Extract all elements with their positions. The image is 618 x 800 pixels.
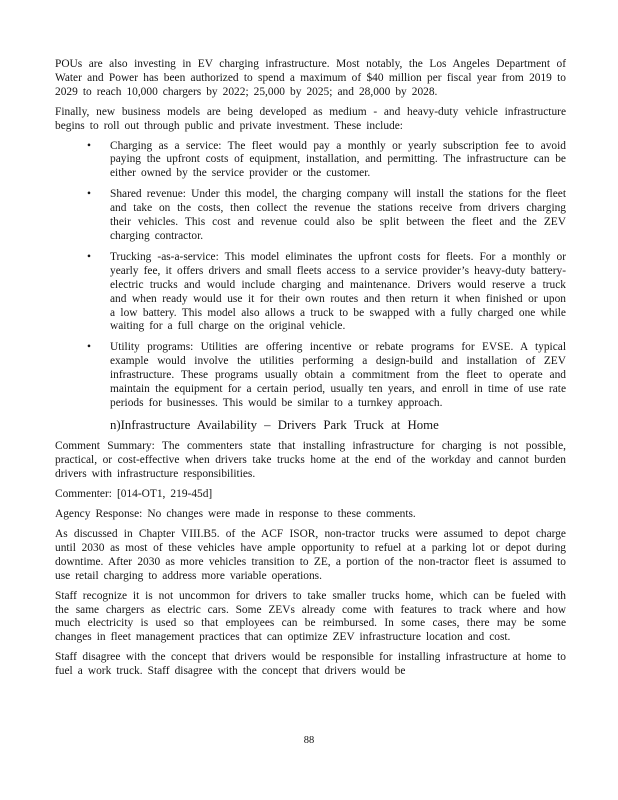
bullet-list [55, 140, 566, 411]
paragraph-pou-investment: POUs are also investing in EV charging infrastructure. Most notably, the Los Angeles Department of Water and Power has been authorized to spend a maximum of $40 million per fiscal year from 2019 to 2029 to reach 10,000 chargers by 2022; 25,000 by 2025; and 28,000 by 2028. [55, 58, 566, 98]
page-number: 88 [303, 735, 315, 746]
section-heading: n)Infrastructure Availability – Drivers Park Truck at Home [110, 417, 439, 432]
list-item-charging-as-a-service: • Charging as a service: The fleet would pay a monthly or yearly subscription fee to avoid paying the upfront costs of equipment, installation, and permitting. The infrastructure can be either owned by the service provider or the customer. [85, 140, 566, 182]
list-item-utility-programs: • Utility programs: Utilities are offering incentive or rebate programs for EVSE. A typical example would involve the utilities performing a design-build and installation of ZEV infrastructure. These programs usually obtain a commitment from the fleet to operate and maintain the equipment for a certain period, usually ten years, and enroll in time of use rate periods for businesses. This would be similar to a turnkey approach. [85, 341, 566, 411]
paragraph-agency-response: Agency Response: No changes were made in response to these comments. [55, 508, 416, 521]
paragraph-response-staff-recognize: Staff recognize it is not uncommon for drivers to take smaller trucks home, which can be fueled with the same chargers as electric cars. Some ZEVs already come with features to track where and how much electricity is used so that employees can be reimbursed. In some cases, there may be some changes in fleet management practices that can optimize ZEV infrastructure location and cost. [55, 589, 566, 644]
paragraph-comment-summary: Comment Summary: The commenters state that installing infrastructure for charging is not possible, practical, or cost-effective when drivers take trucks home at the end of the workday and cannot burden drivers with infrastructure responsibilities. [55, 440, 566, 481]
paragraph-business-models: Finally, new business models are being developed as medium - and heavy-duty vehicle infrastructure begins to roll out through public and private investment. These include: [55, 105, 566, 132]
paragraph-commenter: Commenter: [014-OT1, 219-45d] [55, 488, 213, 501]
list-item-shared-revenue: • Shared revenue: Under this model, the charging company will install the stations for the fleet and take on the costs, then collect the revenue the stations receive from drivers charging their vehicles. This cost and revenue could also be split between the fleet and the ZEV charging contractor. [85, 188, 566, 244]
list-item-trucking-as-a-service: • Trucking -as-a-service: This model eliminates the upfront costs for fleets. For a monthly or yearly fee, it offers drivers and small fleets access to a service provider’s heavy-duty battery-electric trucks and would include charging and maintenance. Drivers would reserve a truck and when ready would use it for their own routes and then return it when finished or upon a low battery. This model also allows a truck to be swapped with a fully charged one while waiting for a full charge on the original vehicle. [85, 251, 566, 334]
paragraph-response-depot-charge: As discussed in Chapter VIII.B5. of the ACF ISOR, non-tractor trucks were assumed to depot charge until 2030 as most of these vehicles have ample opportunity to refuel at a parking lot or depot during downtime. After 2030 as more vehicles transition to ZE, a portion of the non-tractor fleet is assumed to use retail charging to address more variable operations. [55, 527, 566, 582]
paragraph-response-staff-disagree: Staff disagree with the concept that drivers would be responsible for installing infrastructure at home to fuel a work truck. Staff disagree with the concept that drivers would be [55, 651, 566, 678]
